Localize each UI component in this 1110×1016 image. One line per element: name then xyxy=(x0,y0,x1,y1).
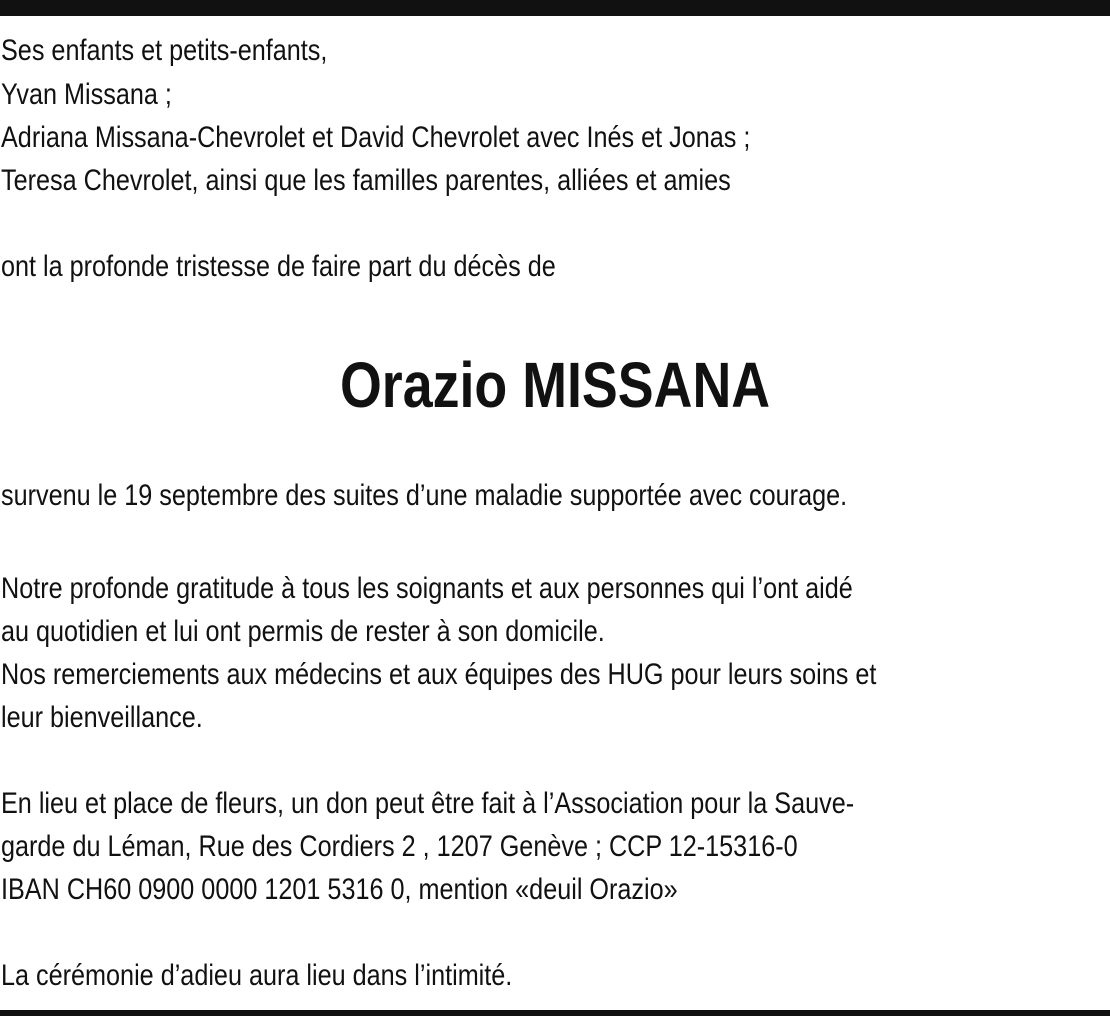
family-intro: Ses enfants et petits-enfants, xyxy=(1,34,328,67)
bottom-border-rule xyxy=(0,1010,1110,1016)
announcement-text: ont la profonde tristesse de faire part du décès de xyxy=(1,250,556,283)
family-member-adriana: Adriana Missana-Chevrolet et David Chevrolet avec Inés et Jonas ; xyxy=(1,121,751,154)
gratitude-line-4: leur bienveillance. xyxy=(1,701,203,734)
donation-line-1: En lieu et place de fleurs, un don peut être fait à l’Association pour la Sauve- xyxy=(1,787,855,820)
gratitude-line-1: Notre profonde gratitude à tous les soignants et aux personnes qui l’ont aidé xyxy=(1,572,853,605)
gratitude-line-3: Nos remerciements aux médecins et aux équipes des HUG pour leurs soins et xyxy=(1,658,877,691)
ceremony-text: La cérémonie d’adieu aura lieu dans l’intimité. xyxy=(1,959,513,992)
deceased-name-text: Orazio MISSANA xyxy=(339,349,771,421)
deceased-name xyxy=(0,345,1110,425)
donation-line-2: garde du Léman, Rue des Cordiers 2 , 1207 Genève ; CCP 12-15316-0 xyxy=(1,830,798,863)
family-member-yvan: Yvan Missana ; xyxy=(1,78,172,111)
donation-iban-line: IBAN CH60 0900 0000 1201 5316 0, mention «deuil Orazio» xyxy=(1,873,678,906)
circumstances-text: survenu le 19 septembre des suites d’une maladie supportée avec courage. xyxy=(1,479,848,512)
family-member-teresa: Teresa Chevrolet, ainsi que les familles parentes, alliées et amies xyxy=(1,164,731,197)
gratitude-line-2: au quotidien et lui ont permis de rester à son domicile. xyxy=(1,615,605,648)
